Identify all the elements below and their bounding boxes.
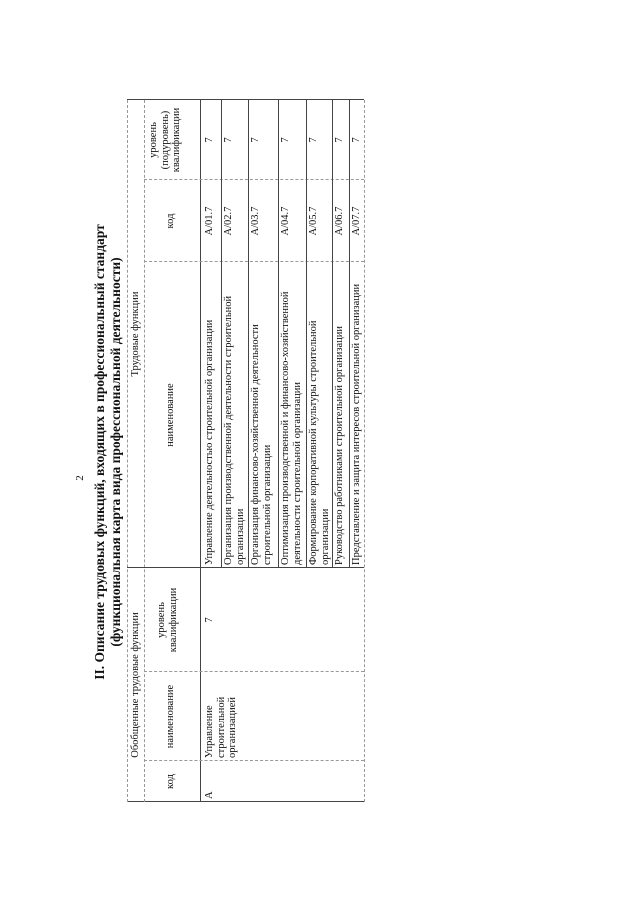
row-sep-4 <box>278 100 279 568</box>
group-separator <box>127 567 364 568</box>
table-bottom-border <box>364 100 365 802</box>
tf-name-4: Оптимизация производственной и финансово-хозяйственной деятельности строительной организации <box>280 291 303 565</box>
gen-col-sep-2 <box>144 671 364 672</box>
tf-level-3: 7 <box>250 137 261 143</box>
tf-name-6: Руководство работниками строительной организации <box>334 325 345 565</box>
generalized-level: 7 <box>204 617 215 623</box>
tf-name-5: Формирование корпоративной культуры строительной организации <box>308 320 331 565</box>
tf-name-2: Организация производственной деятельности строительной организации <box>223 295 246 565</box>
tf-name-3: Организация финансово-хозяйственной деятельности строительной организации <box>250 324 273 565</box>
table-right-border <box>127 99 364 100</box>
table-left-border <box>127 801 364 802</box>
generalized-group-header: Обобщенные трудовые функции <box>130 612 141 758</box>
col-tf-name-header: наименование <box>165 383 176 447</box>
group-header-divider <box>144 100 145 802</box>
row-sep-2 <box>221 100 222 568</box>
labor-group-header: Трудовые функции <box>130 291 141 377</box>
col-tf-code-header: код <box>165 213 176 229</box>
tf-level-6: 7 <box>334 137 345 143</box>
page-number: 2 <box>74 475 86 481</box>
tf-code-7: A/07.7 <box>351 206 362 236</box>
row-sep-7 <box>349 100 350 568</box>
col-name-header: наименование <box>165 684 176 749</box>
col-level-header: уровень квалификации <box>156 587 179 653</box>
tf-code-5: A/05.7 <box>308 206 319 236</box>
tf-level-7: 7 <box>351 137 362 143</box>
section-title: II. Описание трудовых функций, входящих в профессиональный стандарт <box>92 224 107 680</box>
col-tf-level-header: уровень (подуровень) квалификации <box>148 107 182 173</box>
row-sep-6 <box>332 100 333 568</box>
tf-code-2: A/02.7 <box>223 206 234 236</box>
tf-level-1: 7 <box>204 137 215 143</box>
tf-code-6: A/06.7 <box>334 206 345 236</box>
tf-level-2: 7 <box>223 137 234 143</box>
gen-col-sep-1 <box>144 760 364 761</box>
tf-level-4: 7 <box>280 137 291 143</box>
col-code-header: код <box>165 774 176 789</box>
row-sep-5 <box>306 100 307 568</box>
table-top-border <box>127 100 128 802</box>
header-bottom-line <box>200 100 201 802</box>
tf-name-7: Представление и защита интересов строительной организации <box>351 283 362 565</box>
tf-name-1: Управление деятельностью строительной организации <box>204 319 215 565</box>
tf-code-4: A/04.7 <box>280 206 291 236</box>
row-sep-3 <box>248 100 249 568</box>
tf-code-1: A/01.7 <box>204 206 215 236</box>
generalized-code: А <box>204 791 215 799</box>
functional-map-table <box>70 62 390 842</box>
section-subtitle: (функциональная карта вида профессиональной деятельности) <box>108 257 123 647</box>
tf-level-5: 7 <box>308 137 319 143</box>
generalized-name: Управление строительной организацией <box>204 696 238 758</box>
rotated-page-content <box>70 62 390 842</box>
tf-code-3: A/03.7 <box>250 206 261 236</box>
